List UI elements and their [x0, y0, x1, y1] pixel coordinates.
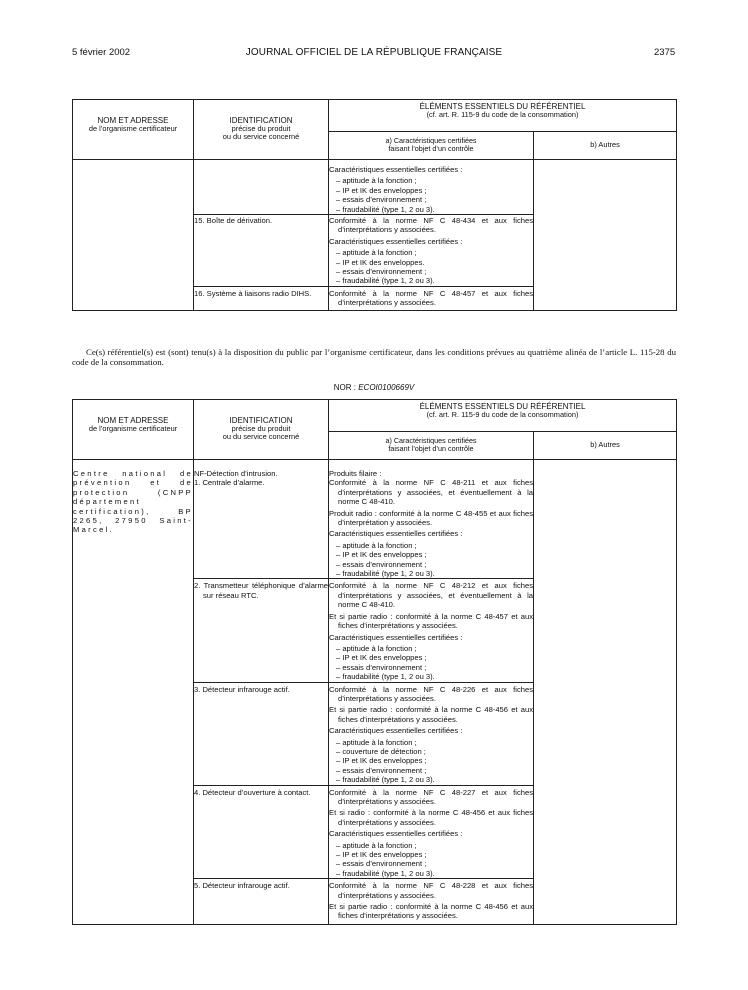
char-item: – IP et IK des enveloppes ;: [336, 550, 427, 560]
organism-name-text: Centre national de prévention et de protection (CNPP département certification), BP 2265, 27950 Saint-Marcel.: [73, 469, 193, 535]
ident-text: 3. Détecteur infrarouge actif.: [194, 684, 290, 694]
norm-text: Conformité à la norme NF C 48-434 et aux fiches d’interprétations y associées.: [329, 216, 533, 235]
characteristics-cell: [329, 785, 534, 879]
char-item: – couverture de détection ;: [336, 746, 426, 756]
header-ident-title: IDENTIFICATION: [229, 416, 293, 425]
header-elements-cell: [329, 400, 677, 432]
char-item: – aptitude à la fonction ;: [336, 176, 417, 186]
characteristics-cell: [329, 286, 534, 310]
header-col-a-line1: a) Caractéristiques certifiées: [385, 436, 477, 445]
char-item: – essais d’environnement ;: [336, 195, 427, 205]
header-date: 5 février 2002: [72, 47, 131, 58]
char-title: Caractéristiques essentielles certifiées :: [329, 236, 463, 246]
header-ident-sub1: précise du produit: [231, 424, 291, 434]
header-name-title: NOM ET ADRESSE: [97, 116, 169, 125]
header-elements-cell: [329, 100, 677, 132]
other-cell-empty: [534, 460, 677, 925]
char-item: – essais d’environnement ;: [336, 765, 427, 775]
char-item: – IP et IK des enveloppes ;: [336, 185, 427, 195]
char-item: – IP et IK des enveloppes ;: [336, 850, 427, 860]
para-text: Conformité à la norme NF C 48-226 et aux fiches d’interprétations y associées.: [329, 684, 533, 703]
header-name-title: NOM ET ADRESSE: [97, 416, 169, 425]
header-ident-sub1: précise du produit: [231, 124, 291, 134]
nor-reference: [0, 383, 748, 392]
group-title: NF-Détection d’intrusion.: [194, 469, 278, 478]
header-col-b: b) Autres: [534, 432, 677, 460]
norm-text: Conformité à la norme NF C 48-457 et aux fiches d’interprétations y associées.: [329, 288, 533, 308]
header-elements-title: ÉLÉMENTS ESSENTIELS DU RÉFÉRENTIEL: [419, 402, 586, 411]
header-elements-sub: (cf. art. R. 115-9 du code de la consommation): [426, 410, 579, 420]
char-title: Caractéristiques essentielles certifiées :: [329, 829, 463, 839]
header-name-cell: [73, 100, 194, 160]
para-text: Produit radio : conformité à la norme C 48-455 et aux fiches d’interprétation y associées.: [329, 508, 533, 528]
ident-text: 16. Système à liaisons radio DIHS.: [194, 288, 312, 298]
para-text: Conformité à la norme NF C 48-211 et aux fiches d’interprétations y associées, et éventuellement à la norme C 48-410.: [329, 478, 533, 507]
char-item: – fraudabilité (type 1, 2 ou 3).: [336, 672, 435, 682]
para-text: Conformité à la norme NF C 48-227 et aux fiches d’interprétations y associées.: [329, 787, 533, 806]
organism-name: [73, 469, 193, 535]
header-col-a: [329, 432, 534, 460]
header-name-cell: [73, 400, 194, 460]
characteristics-cell: [329, 682, 534, 785]
char-item: – essais d’environnement ;: [336, 662, 427, 672]
para-text: Et si partie radio : conformité à la norme C 48-457 et aux fiches d’interprétations y associées.: [329, 611, 533, 631]
ident-text: 1. Centrale d’alarme.: [194, 478, 265, 488]
page-number: 2375: [654, 47, 676, 58]
characteristics-cell: [329, 879, 534, 925]
nor-label: NOR :: [333, 383, 356, 392]
journal-title: JOURNAL OFFICIEL DE LA RÉPUBLIQUE FRANÇAISE: [245, 47, 503, 58]
char-title: Caractéristiques essentielles certifiées :: [329, 529, 463, 539]
char-item: – fraudabilité (type 1, 2 ou 3).: [336, 775, 435, 785]
ident-text: 2. Transmetteur téléphonique d’alarme sur réseau RTC.: [194, 581, 328, 600]
char-item: – aptitude à la fonction ;: [336, 737, 417, 747]
para-text: Produits filaire :: [329, 469, 382, 478]
ident-cell: [194, 879, 329, 925]
header-ident-sub2: ou du service concerné: [222, 432, 300, 442]
ident-text: 15. Boîte de dérivation.: [194, 216, 273, 226]
ident-cell: [194, 160, 329, 215]
para-text: Conformité à la norme NF C 48-212 et aux fiches d’interprétations y associées, et éventuellement à la norme C 48-410.: [329, 581, 533, 610]
para-text: Et si partie radio : conformité à la norme C 48-456 et aux fiches d’interprétations y associées.: [329, 902, 533, 921]
ident-cell: [194, 286, 329, 310]
organism-cell-empty: [73, 160, 194, 311]
characteristics-cell: [329, 460, 534, 579]
ident-text: 4. Détecteur d’ouverture à contact.: [194, 787, 311, 797]
organism-cell: [73, 460, 194, 925]
header-col-a-line2: faisant l’objet d’un contrôle: [388, 144, 474, 153]
char-item: – aptitude à la fonction ;: [336, 643, 417, 653]
header-ident-sub2: ou du service concerné: [222, 132, 300, 142]
ident-cell: [194, 682, 329, 785]
char-item: – essais d’environnement ;: [336, 559, 427, 569]
header-col-a: [329, 132, 534, 160]
header-col-b: b) Autres: [534, 132, 677, 160]
header-elements-sub: (cf. art. R. 115-9 du code de la consommation): [426, 110, 579, 120]
header-ident-title: IDENTIFICATION: [229, 116, 293, 125]
ident-text: 5. Détecteur infrarouge actif.: [194, 881, 290, 891]
char-item: – essais d’environnement ;: [336, 859, 427, 869]
header-name-sub: de l’organisme certificateur: [88, 124, 178, 134]
characteristics-cell: [329, 579, 534, 682]
header-col-a-line1: a) Caractéristiques certifiées: [385, 136, 477, 145]
ident-cell: [194, 785, 329, 879]
char-title: Caractéristiques essentielles certifiées :: [329, 726, 463, 736]
para-text: Conformité à la norme NF C 48-228 et aux fiches d’interprétations y associées.: [329, 881, 533, 900]
char-item: – aptitude à la fonction ;: [336, 840, 417, 850]
para-text: Et si partie radio : conformité à la norme C 48-456 et aux fiches d’interprétations y associées.: [329, 705, 533, 724]
char-item: – fraudabilité (type 1, 2 ou 3).: [336, 204, 435, 214]
availability-paragraph: Ce(s) référentiel(s) est (sont) tenu(s) à la disposition du public par l’organisme certificateur, dans les conditions prévues au quatrième alinéa de l’article L. 115-28 du code de la consommation.: [72, 347, 676, 368]
other-cell-empty: [534, 160, 677, 311]
header-elements-title: ÉLÉMENTS ESSENTIELS DU RÉFÉRENTIEL: [419, 102, 586, 111]
referentiel-table-1: [72, 99, 677, 311]
para-text: Et si radio : conformité à la norme C 48-456 et aux fiches d’interprétations y associées.: [329, 808, 533, 827]
char-item: – fraudabilité (type 1, 2 ou 3).: [336, 276, 435, 286]
char-title: Caractéristiques essentielles certifiées :: [329, 632, 463, 642]
header-name-sub: de l’organisme certificateur: [88, 424, 178, 434]
header-ident-cell: [194, 400, 329, 460]
nor-value: ECOI0100669V: [358, 383, 415, 392]
ident-cell: [194, 579, 329, 682]
characteristics-cell: [329, 215, 534, 287]
char-item: – IP et IK des enveloppes ;: [336, 653, 427, 663]
char-item: – aptitude à la fonction ;: [336, 248, 417, 258]
ident-cell: [194, 215, 329, 287]
referentiel-table-2: [72, 399, 677, 925]
char-item: – fraudabilité (type 1, 2 ou 3).: [336, 868, 435, 878]
characteristics-cell: [329, 160, 534, 215]
char-item: – aptitude à la fonction ;: [336, 540, 417, 550]
char-item: – IP et IK des enveloppes ;: [336, 756, 427, 766]
header-ident-cell: [194, 100, 329, 160]
char-title: Caractéristiques essentielles certifiées :: [329, 165, 463, 174]
char-item: – fraudabilité (type 1, 2 ou 3).: [336, 569, 435, 579]
char-item: – IP et IK des enveloppes.: [336, 257, 425, 267]
header-col-a-line2: faisant l’objet d’un contrôle: [388, 444, 474, 453]
ident-cell: [194, 460, 329, 579]
char-item: – essais d’environnement ;: [336, 267, 427, 277]
